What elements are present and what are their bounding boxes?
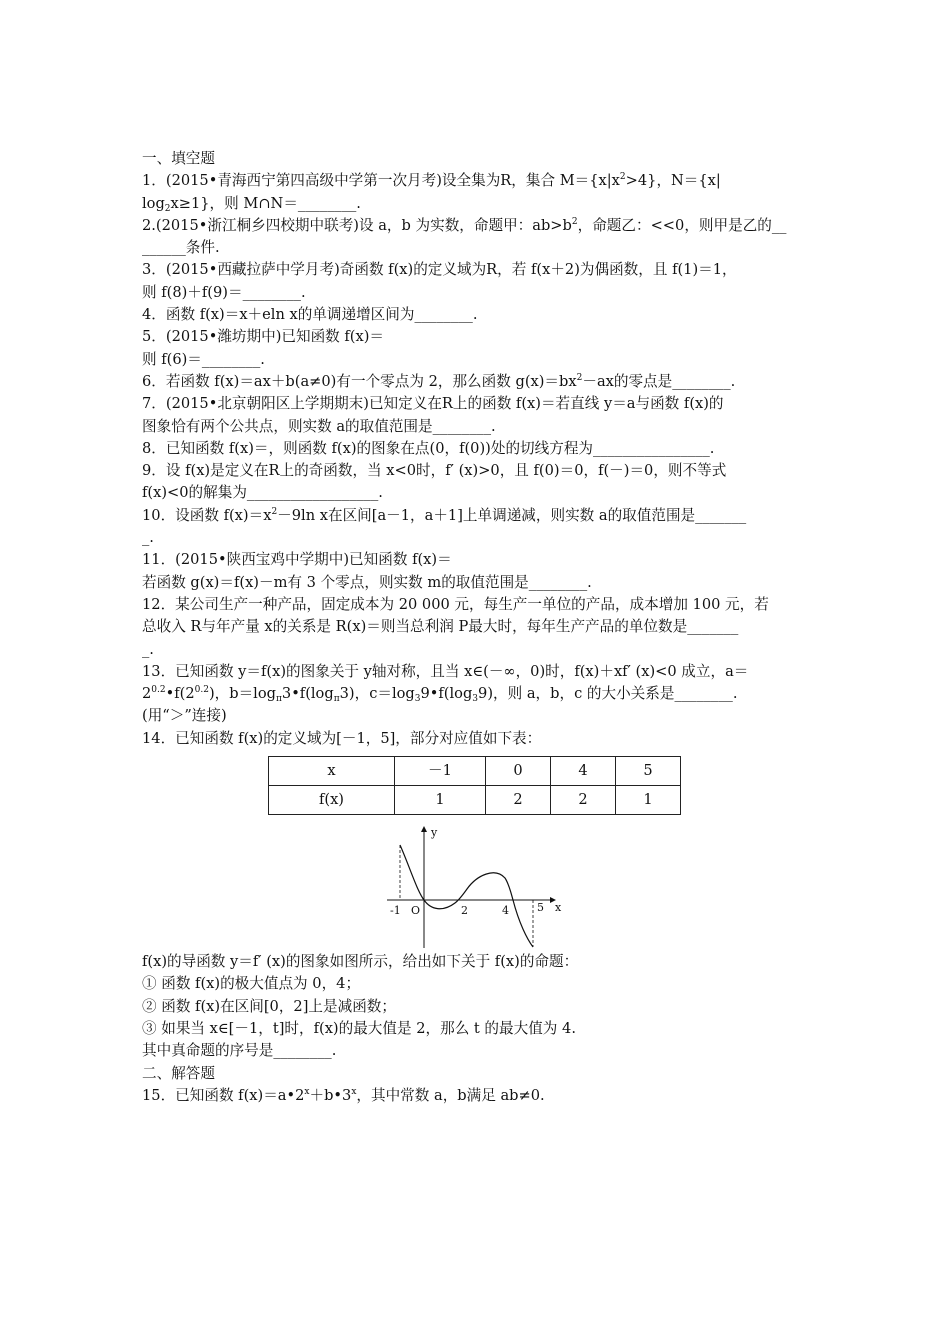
derivative-graph-container [142, 823, 814, 951]
x-axis-label: x [555, 901, 562, 915]
question-14-ask: 其中真命题的序号是________. [142, 1042, 337, 1060]
tick-label-neg1: -1 [390, 904, 401, 918]
question-11-line-2: 若函数 g(x)＝f(x)－m有 3 个零点，则实数 m的取值范围是________. [142, 573, 592, 591]
question-5-line-1: 5．(2015•潍坊期中)已知函数 f(x)＝ [142, 328, 385, 346]
question-10-line-1: 10．设函数 $f(x)=x^2-9\ln$ x在区间[a－1，a＋1]上单调递减，则实数 a的取值范围是_______ [142, 506, 747, 524]
tick-label-4: 4 [502, 904, 509, 918]
table-cell: 1 [395, 786, 486, 815]
section-heading-fill-blank: 一、填空题 [142, 150, 215, 167]
question-12-line-3: _. [142, 640, 154, 658]
tick-label-5: 5 [537, 901, 544, 915]
question-2-line-1: 2.(2015•浙江桐乡四校期中联考)设 a，b 为实数，命题甲：$ab>b^2$，命题乙：<<0，则甲是乙的__ [142, 216, 787, 234]
question-2-line-2: ______条件. [142, 239, 220, 257]
origin-label: O [411, 904, 421, 918]
question-13-line-1: 13．已知函数 y＝f(x)的图象关于 y轴对称，且当 x∈(－∞，0)时，f(x)＋xf′ (x)<0 成立，a＝ [142, 662, 749, 680]
question-14-intro: 14．已知函数 f(x)的定义域为[－1，5]，部分对应值如下表： [142, 729, 542, 747]
table-cell: x [269, 757, 395, 786]
question-9-line-2: f(x)<0的解集为__________________. [142, 484, 383, 502]
question-10-line-2: _. [142, 529, 154, 547]
question-7-line-2: 图象恰有两个公共点，则实数 a的取值范围是________. [142, 417, 496, 435]
question-11-line-1: 11．(2015•陕西宝鸡中学期中)已知函数 f(x)＝ [142, 551, 452, 569]
proposition-2: ② 函数 f(x)在区间[0，2]上是减函数； [142, 997, 396, 1015]
table-row [269, 786, 681, 815]
table-row [269, 757, 681, 786]
table-cell: 1 [616, 786, 681, 815]
proposition-1: ① 函数 f(x)的极大值点为 0，4； [142, 975, 361, 993]
table-cell: 2 [486, 786, 551, 815]
question-14-description: f(x)的导函数 y＝f′ (x)的图象如图所示，给出如下关于 f(x)的命题： [142, 953, 579, 971]
question-13-line-2: $2^{0.2}•f(2^{0.2})$，$b=\log_\pi 3•f(\log_\pi 3)$，$c=\log_39•f(\log_39)$，则 a，b，c 的大小关系是________. [142, 685, 738, 705]
question-5-line-2: 则 f(6)＝________. [142, 350, 265, 368]
proposition-3: ③ 如果当 x∈[－1，t]时，f(x)的最大值是 2，那么 t 的最大值为 4. [142, 1019, 576, 1037]
table-cell: 2 [551, 786, 616, 815]
table-cell: 4 [551, 757, 616, 786]
question-1-line-1: 1．(2015•青海西宁第四高级中学第一次月考)设全集为R，集合 $M=\{x|x^2>4\}$，N＝{x| [142, 172, 721, 190]
question-7-line-1: 7．(2015•北京朝阳区上学期期末)已知定义在R上的函数 f(x)＝若直线 y＝a与函数 f(x)的 [142, 395, 724, 413]
question-8: 8．已知函数 f(x)＝，则函数 f(x)的图象在点(0，f(0))处的切线方程为________________. [142, 439, 715, 457]
document-body [142, 148, 814, 1107]
table-cell: 0 [486, 757, 551, 786]
question-3-line-1: 3．(2015•西藏拉萨中学月考)奇函数 f(x)的定义域为R，若 f(x＋2)为偶函数，且 f(1)＝1， [142, 261, 737, 279]
question-4: 4．函数 f(x)＝x＋eln x的单调递增区间为________. [142, 306, 478, 324]
derivative-graph [387, 823, 567, 951]
question-12-line-1: 12．某公司生产一种产品，固定成本为 20 000 元，每生产一单位的产品，成本增加 100 元，若 [142, 595, 769, 613]
question-9-line-1: 9．设 f(x)是定义在R上的奇函数，当 x<0时，f′ (x)>0，且 f(0)＝0，f(－)＝0，则不等式 [142, 462, 727, 480]
tick-label-2: 2 [461, 904, 468, 918]
derivative-curve [400, 845, 533, 947]
question-12-line-2: 总收入 R与年产量 x的关系是 R(x)＝则当总利润 P最大时，每年生产产品的单位数是_______ [142, 618, 739, 636]
question-13-line-3: (用“＞”连接) [142, 707, 227, 725]
question-15: 15．已知函数 $f(x)=a•2^x+b•3^x$，其中常数 a，b满足 ab≠0. [142, 1086, 545, 1104]
section-heading-solve: 二、解答题 [142, 1064, 215, 1082]
table-cell: －1 [395, 757, 486, 786]
table-cell: 5 [616, 757, 681, 786]
question-1-line-2: $\log_2x\ge 1$}，则 M∩N＝________. [142, 194, 361, 214]
question-6: 6．若函数 f(x)＝ax＋b(a≠0)有一个零点为 2，那么函数 $g(x)=bx^2-ax$的零点是________. [142, 372, 736, 390]
y-axis-label: y [431, 826, 438, 840]
question-3-line-2: 则 f(8)＋f(9)＝________. [142, 283, 306, 301]
value-table [268, 756, 681, 815]
table-cell: f(x) [269, 786, 395, 815]
